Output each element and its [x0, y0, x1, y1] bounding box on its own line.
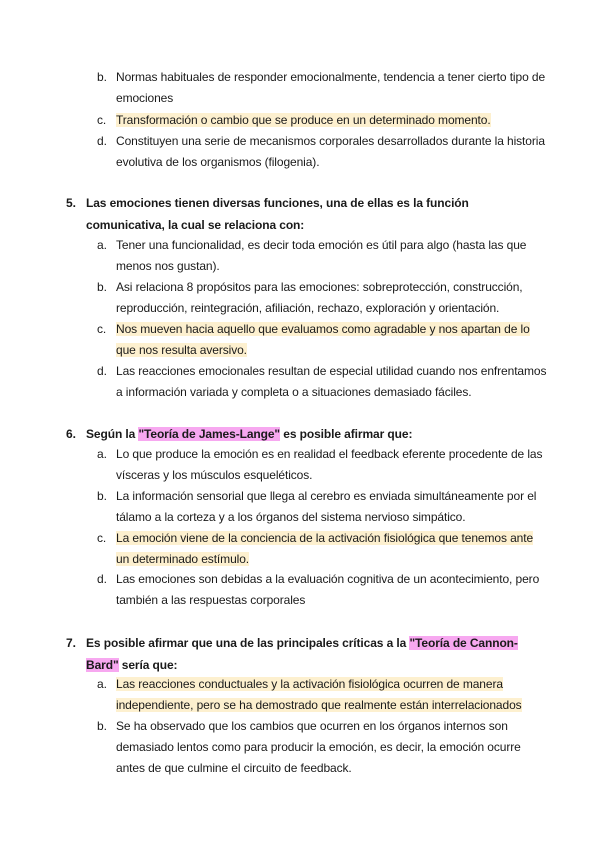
option-letter: a.: [97, 677, 107, 691]
question-text-end: sería que:: [118, 658, 178, 672]
question-text-end: es posible afirmar que:: [280, 427, 413, 441]
highlighted-answer: Nos mueven hacia aquello que evaluamos como agradable y nos apartan de lo que nos resulta aversivo.: [116, 322, 530, 357]
question-7: [66, 632, 536, 676]
question-text: [86, 423, 536, 445]
option-letter: d.: [97, 364, 107, 378]
theory-name-highlight: "Teoría de Cannon-Bard": [86, 636, 518, 672]
option-text: Lo que produce la emoción es en realidad el feedback eferente procedente de las vísceras y los músculos esqueléticos.: [116, 447, 543, 482]
option-text: Asi relaciona 8 propósitos para las emociones: sobreprotección, construcción, reproducción, reintegración, afiliación, rechazo, exploración y orientación.: [116, 280, 523, 315]
option-4d: [97, 131, 547, 173]
highlighted-answer: Las reacciones conductuales y la activación fisiológica ocurren de manera independiente, pero se ha demostrado que realmente están interrelacionados: [116, 677, 522, 712]
option-text: Las emociones son debidas a la evaluación cognitiva de un acontecimiento, pero también a las respuestas corporales: [116, 572, 540, 607]
option-5b: [97, 277, 547, 319]
question-text-start: Según la: [86, 427, 139, 441]
option-4b: [97, 67, 547, 109]
option-7b: [97, 716, 547, 779]
option-text: La información sensorial que llega al cerebro es enviada simultáneamente por el tálamo a la corteza y a los órganos del sistema nervioso simpático.: [116, 489, 537, 524]
question-text-start: Es posible afirmar que una de las principales críticas a la: [86, 636, 410, 650]
highlighted-answer: La emoción viene de la conciencia de la activación fisiológica que tenemos ante un determinado estímulo.: [116, 531, 534, 566]
option-6b: [97, 486, 547, 528]
option-letter: c.: [97, 531, 107, 545]
option-text: Constituyen una serie de mecanismos corporales desarrollados durante la historia evolutiva de los organismos (filogenia).: [116, 134, 545, 169]
question-text: Las emociones tienen diversas funciones, una de ellas es la función comunicativa, la cual se relaciona con:: [86, 196, 469, 232]
theory-name-highlight: "Teoría de James-Lange": [138, 427, 281, 441]
option-5a: [97, 235, 547, 277]
highlighted-answer: Transformación o cambio que se produce en un determinado momento.: [116, 113, 491, 127]
question-text: [86, 632, 536, 676]
option-letter: b.: [97, 70, 107, 84]
option-text: Tener una funcionalidad, es decir toda emoción es útil para algo (hasta las que menos nos gustan).: [116, 238, 527, 273]
question-6: [66, 423, 536, 445]
option-letter: b.: [97, 719, 107, 733]
option-letter: c.: [97, 322, 107, 336]
option-5c: [97, 319, 547, 361]
option-6c: [97, 528, 547, 570]
option-7a: [97, 674, 547, 716]
option-6d: [97, 569, 547, 611]
option-letter: d.: [97, 572, 107, 586]
option-letter: d.: [97, 134, 107, 148]
question-number: 5.: [66, 196, 76, 210]
option-4c: [97, 110, 547, 131]
option-text: Se ha observado que los cambios que ocurren en los órganos internos son demasiado lentos como para producir la emoción, es decir, la emoción ocurre antes de que culmine el circuito de feedback.: [116, 719, 521, 775]
question-number: 7.: [66, 636, 76, 650]
option-letter: c.: [97, 113, 107, 127]
option-5d: [97, 361, 547, 403]
option-6a: [97, 444, 547, 486]
option-text: Normas habituales de responder emocionalmente, tendencia a tener cierto tipo de emociones: [116, 70, 546, 105]
option-text: Las reacciones emocionales resultan de especial utilidad cuando nos enfrentamos a información variada y completa o a situaciones demasiado fáciles.: [116, 364, 547, 399]
option-letter: b.: [97, 280, 107, 294]
option-letter: b.: [97, 489, 107, 503]
option-letter: a.: [97, 447, 107, 461]
question-5: [66, 192, 536, 236]
option-letter: a.: [97, 238, 107, 252]
question-number: 6.: [66, 427, 76, 441]
